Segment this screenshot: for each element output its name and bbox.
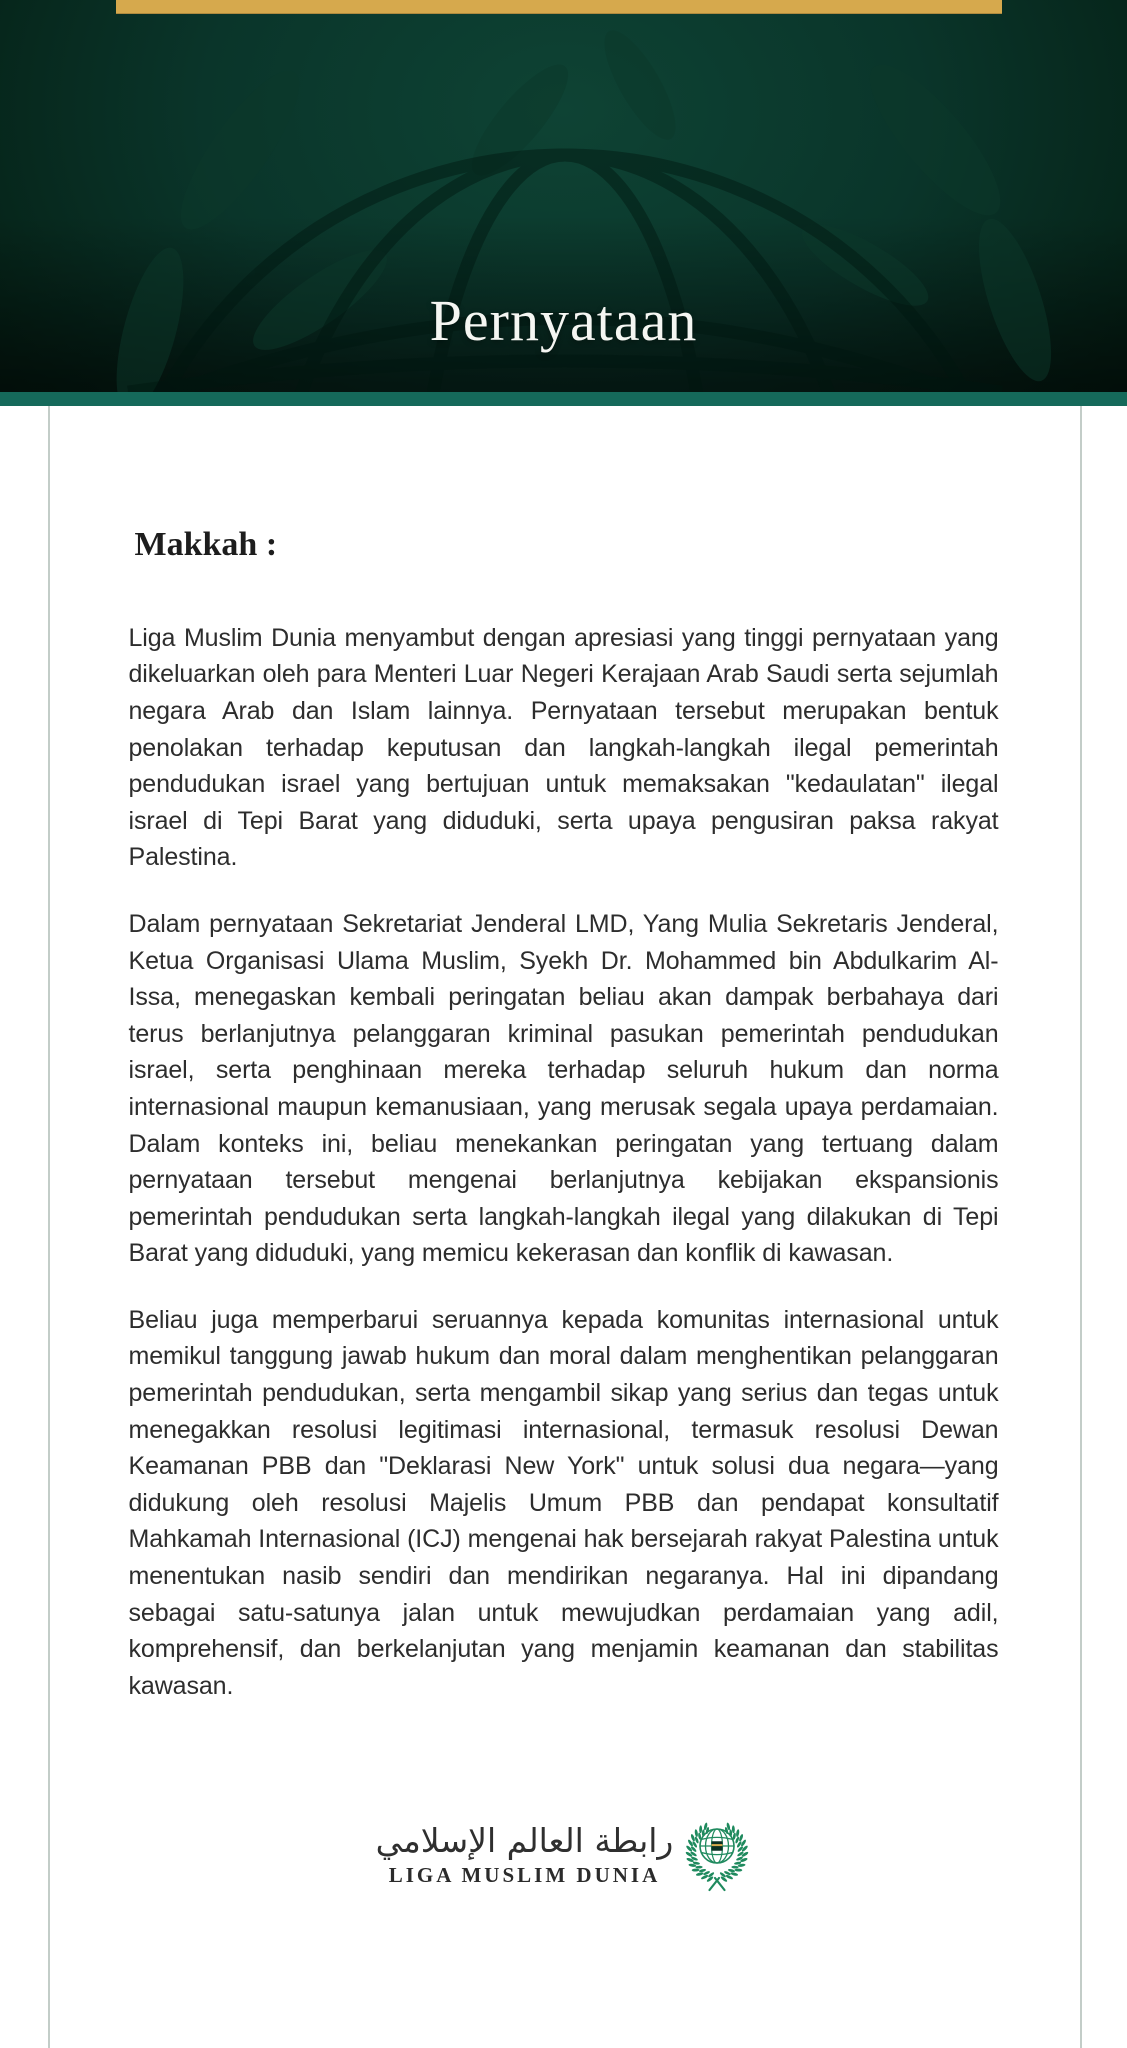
logo-arabic-calligraphy: رابطة العالم الإسلامي (375, 1820, 674, 1860)
emblem-kaaba (712, 1842, 723, 1852)
organization-logo (129, 1818, 999, 1892)
header-banner (0, 0, 1127, 392)
globe-kaaba-wreath-icon (683, 1818, 751, 1892)
statement-paragraph-1: Liga Muslim Dunia menyambut dengan apresiasi yang tinggi pernyataan yang dikeluarkan oleh para Menteri Luar Negeri Kerajaan Arab Saudi serta sejumlah negara Arab dan Islam lainnya. Pernyataan tersebut merupakan bentuk penolakan terhadap keputusan dan langkah-langkah ilegal pemerintah pendudukan israel yang bertujuan untuk memaksakan "kedaulatan" ilegal israel di Tepi Barat yang diduduki, serta upaya pengusiran paksa rakyat Palestina. (128, 623, 999, 872)
gold-accent-bar (116, 0, 1002, 14)
right-margin-rule (1080, 406, 1082, 2048)
emblem-wreath (685, 1823, 749, 1883)
statement-paragraph-3: Beliau juga memperbarui seruannya kepada komunitas internasional untuk memikul tanggung jawab hukum dan moral dalam menghentikan pelanggaran pemerintah pendudukan, serta mengambil sikap yang serius dan tegas untuk menegakkan resolusi legitimasi internasional, termasuk resolusi Dewan Keamanan PBB dan "Deklarasi New York" untuk solusi dua negara—yang didukung oleh resolusi Majelis Umum PBB dan pendapat konsultatif Mahkamah Internasional (ICJ) mengenai hak bersejarah rakyat Palestina untuk menentukan nasib sendiri dan mendirikan negaranya. Hal ini dipandang sebagai satu-satunya jalan untuk mewujudkan perdamaian yang adil, komprehensif, dan berkelanjutan yang menjamin keamanan dan stabilitas kawasan. (128, 1305, 999, 1700)
text-column (129, 406, 999, 1892)
left-margin-rule (48, 406, 50, 2048)
teal-divider (0, 392, 1127, 406)
emblem-stems (710, 1878, 725, 1890)
page-title: Pernyataan (429, 288, 698, 353)
statement-paragraph-2: Dalam pernyataan Sekretariat Jenderal LMD, Yang Mulia Sekretaris Jenderal, Ketua Organisasi Ulama Muslim, Syekh Dr. Mohammed bin Abdulkarim Al-Issa, menegaskan kembali peringatan beliau akan dampak berbahaya dari terus berlanjutnya pelanggaran kriminal pasukan pemerintah pendudukan israel, serta penghinaan mereka terhadap seluruh hukum dan norma internasional maupun kemanusiaan, yang merusak segala upaya perdamaian. Dalam konteks ini, beliau menekankan peringatan yang tertuang dalam pernyataan tersebut mengenai berlanjutnya kebijakan ekspansionis pemerintah pendudukan serta langkah-langkah ilegal yang dilakukan di Tepi Barat yang diduduki, yang memicu kekerasan dan konflik di kawasan. (128, 909, 999, 1268)
logo-latin-name: LIGA MUSLIM DUNIA (388, 1862, 661, 1887)
organization-logo-text (375, 1820, 674, 1889)
statement-body (0, 406, 1127, 2048)
dateline-heading: Makkah : (134, 526, 278, 563)
